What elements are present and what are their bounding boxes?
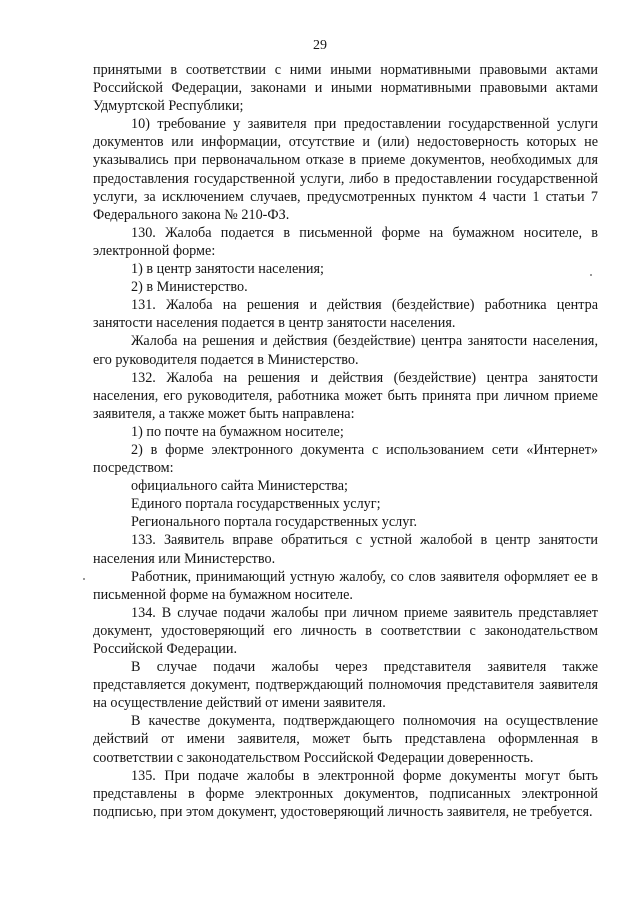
clause-133-paragraph-2: Работник, принимающий устную жалобу, со слов заявителя оформляет ее в письменной форме на бумажном носителе. xyxy=(93,568,598,603)
clause-135: 135. При подаче жалобы в электронной форме документы могут быть представлены в форме электронных документов, подписанных электронной подписью, при этом документ, удостоверяющий личность заявителя, не требуется. xyxy=(93,767,598,820)
clause-130-item-2: 2) в Министерство. xyxy=(131,279,248,296)
scan-speck xyxy=(83,578,85,580)
clause-132-subitem-unified-portal: Единого портала государственных услуг; xyxy=(131,496,381,513)
clause-130: 130. Жалоба подается в письменной форме на бумажном носителе, в электронной форме: xyxy=(93,224,598,259)
clause-132-item-2: 2) в форме электронного документа с использованием сети «Интернет» посредством: xyxy=(93,441,598,477)
clause-131-paragraph-2: Жалоба на решения и действия (бездействие) центра занятости населения, его руководителя подается в Министерство. xyxy=(93,333,598,368)
page-number: 29 xyxy=(313,38,327,53)
scan-speck xyxy=(590,274,592,276)
paragraph-continuation: принятыми в соответствии с ними иными нормативными правовыми актами Российской Федерации, законами и иными нормативными правовыми актами Удмуртской Республики; xyxy=(93,62,598,115)
clause-134-paragraph-2: В случае подачи жалобы через представителя заявителя также представляется документ, подтверждающий полномочия представителя заявителя на осуществление действий от имени заявителя. xyxy=(93,659,598,712)
document-body xyxy=(93,61,598,821)
clause-130-item-1: 1) в центр занятости населения; xyxy=(131,261,324,278)
clause-132-item-1: 1) по почте на бумажном носителе; xyxy=(131,423,344,440)
clause-132-subitem-ministry-site: официального сайта Министерства; xyxy=(131,478,348,495)
clause-133: 133. Заявитель вправе обратиться с устной жалобой в центр занятости населения или Министерство. xyxy=(93,532,598,567)
clause-132: 132. Жалоба на решения и действия (бездействие) центра занятости населения, его руководителя, работника может быть принята при личном приеме заявителя, а также может быть направлена: xyxy=(93,369,598,422)
clause-134: 134. В случае подачи жалобы при личном приеме заявитель представляет документ, удостоверяющий его личность в соответствии с законодательством Российской Федерации. xyxy=(93,604,598,657)
clause-131: 131. Жалоба на решения и действия (бездействие) работника центра занятости населения подается в центр занятости населения. xyxy=(93,297,598,332)
list-item-10: 10) требование у заявителя при предоставлении государственной услуги документов или информации, отсутствие и (или) недостоверность которых не указывались при первоначальном отказе в приеме документов, необходимых для предоставления государственной услуги, либо в предоставлении государственной услуги, за исключением случаев, предусмотренных пунктом 4 части 1 статьи 7 Федерального закона № 210-ФЗ. xyxy=(93,116,598,223)
clause-134-paragraph-3: В качестве документа, подтверждающего полномочия на осуществление действий от имени заявителя, может быть представлена оформленная в соответствии с законодательством Российской Федерации доверенность. xyxy=(93,713,598,766)
clause-132-subitem-regional-portal: Регионального портала государственных услуг. xyxy=(131,514,418,531)
